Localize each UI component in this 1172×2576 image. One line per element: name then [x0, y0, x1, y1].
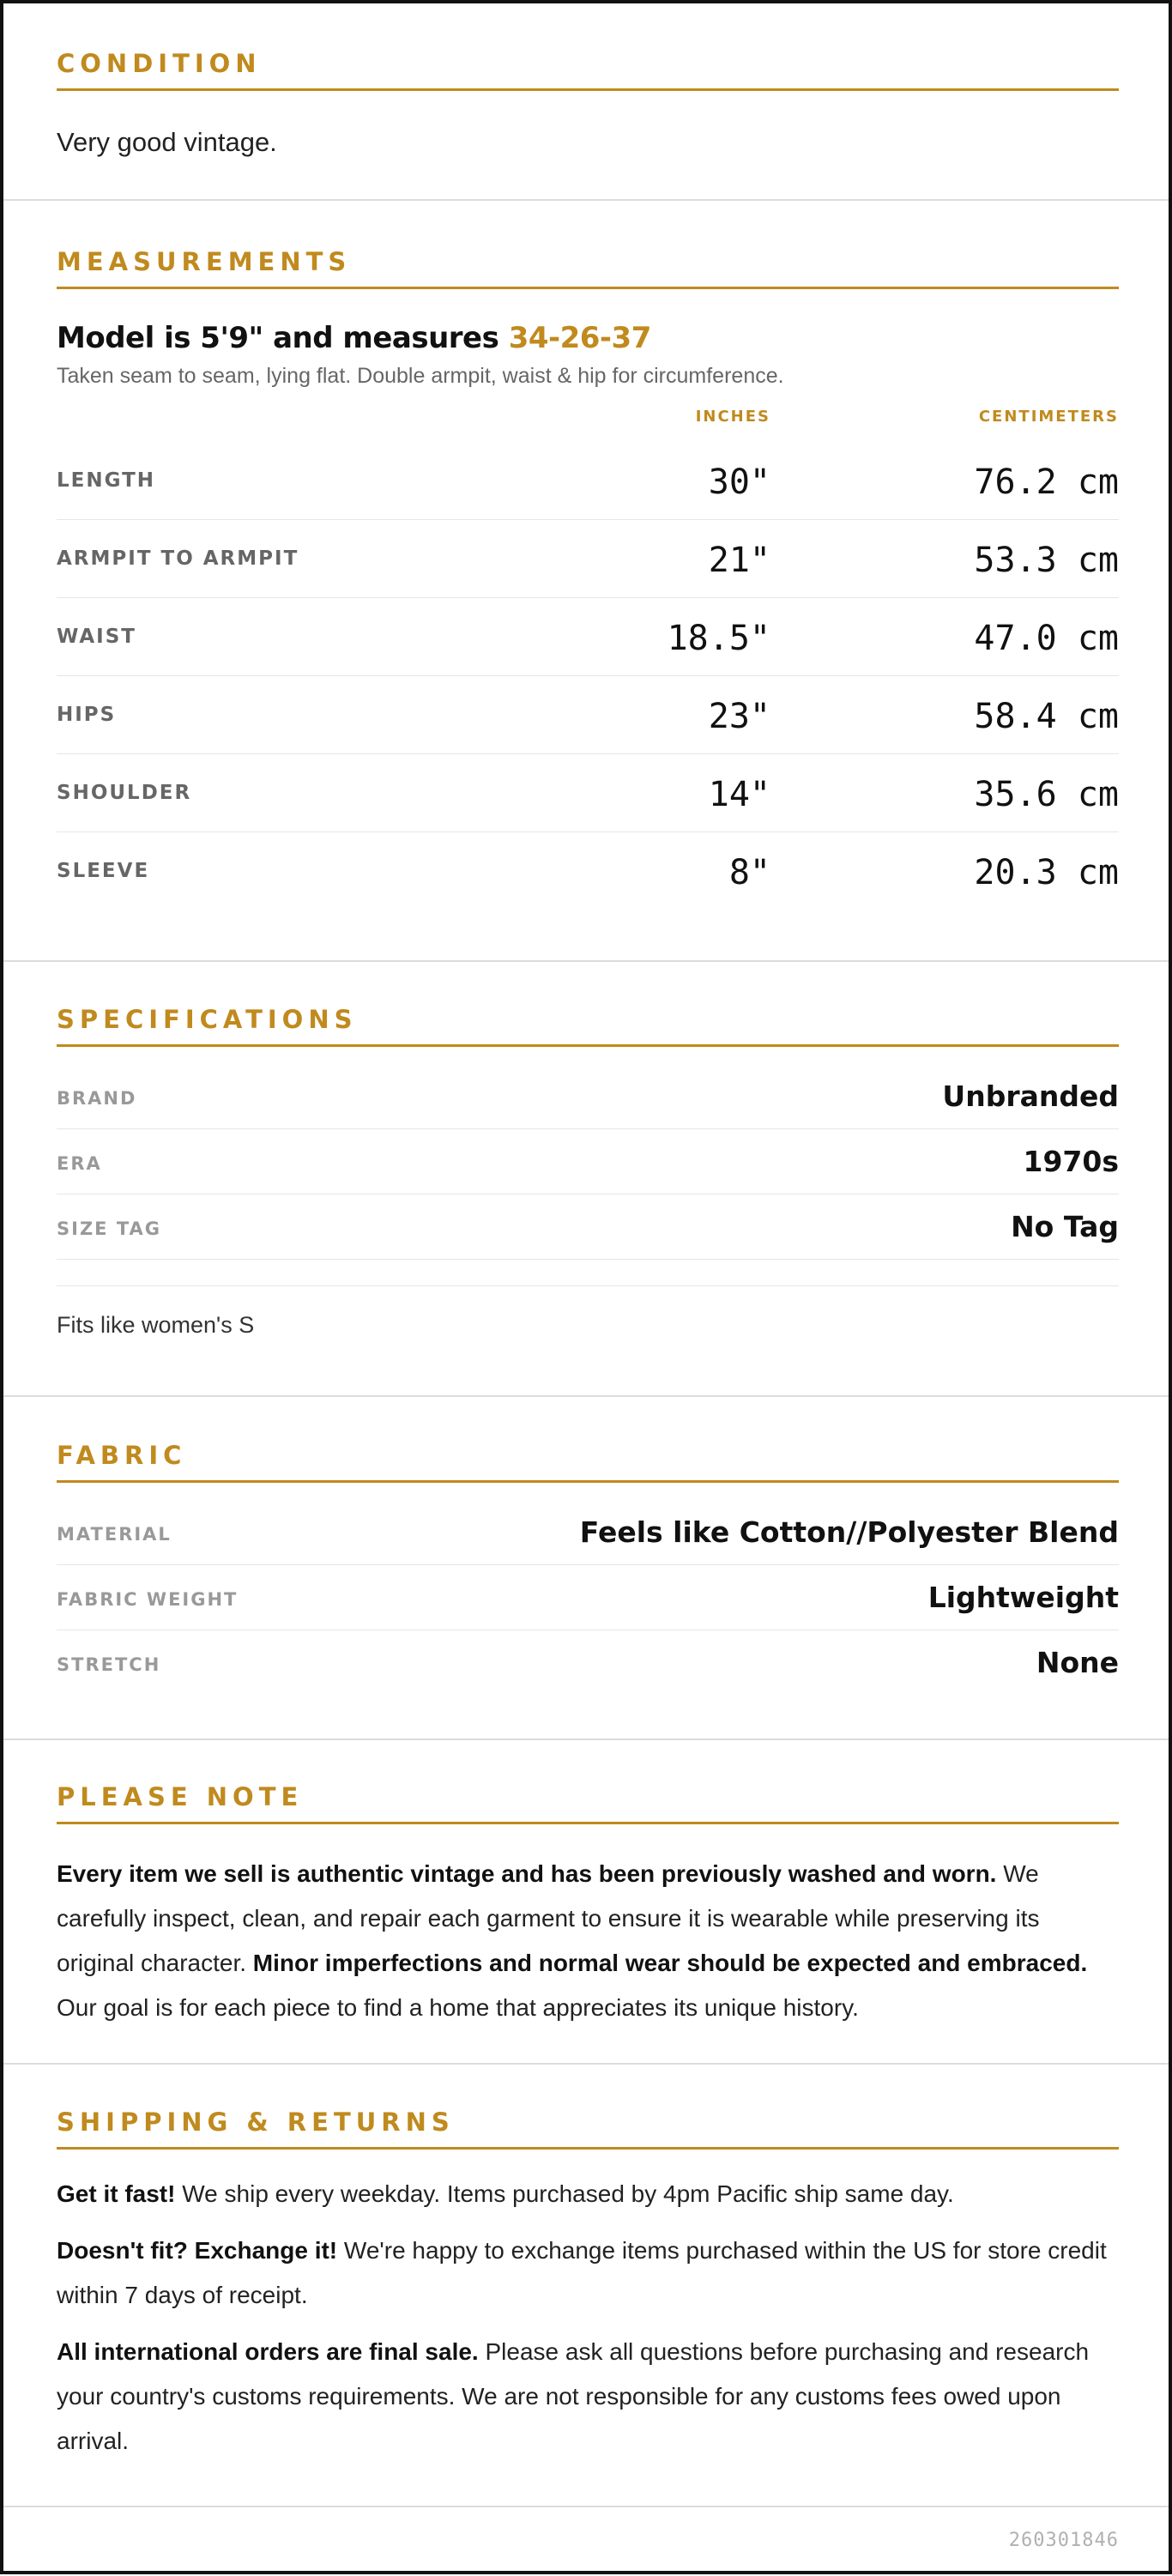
fabric-key: MATERIAL: [57, 1524, 172, 1545]
shipping-bold-1: Get it fast!: [57, 2180, 176, 2207]
spec-row-era: [57, 1129, 1119, 1194]
measurement-method-note: Taken seam to seam, lying flat. Double armpit, waist & hip for circumference.: [57, 364, 784, 388]
measurement-inches: 21": [708, 541, 770, 580]
measurement-inches: 30": [708, 463, 770, 502]
measurements-table: [57, 442, 1119, 910]
measurement-label: SHOULDER: [57, 782, 192, 804]
inches-column-header: INCHES: [695, 408, 770, 426]
fabric-value: Feels like Cotton//Polyester Blend: [579, 1515, 1119, 1549]
measurements-section: [3, 201, 1169, 962]
condition-text: Very good vintage.: [57, 127, 277, 157]
measurement-row-length: [57, 442, 1119, 520]
model-measures-line: [57, 321, 1119, 355]
model-prefix: Model is 5'9" and measures: [57, 321, 509, 355]
measurement-row-waist: [57, 598, 1119, 676]
shipping-bold-3: All international orders are final sale.: [57, 2338, 479, 2365]
please-note-text: [57, 1852, 1119, 2030]
specifications-list: [57, 1064, 1119, 1260]
shipping-section: [3, 2065, 1169, 2507]
measurement-cm: 76.2 cm: [974, 463, 1119, 502]
measurement-cm: 58.4 cm: [974, 697, 1119, 736]
measurement-cm: 20.3 cm: [974, 853, 1119, 892]
measurement-inches: 23": [708, 697, 770, 736]
condition-section: [3, 3, 1169, 201]
measurement-cm: 35.6 cm: [974, 775, 1119, 814]
note-text-2: Our goal is for each piece to find a home that appreciates its unique history.: [57, 1994, 859, 2021]
measurement-row-shoulder: [57, 754, 1119, 832]
measurement-label: SLEEVE: [57, 860, 150, 882]
spec-key: SIZE TAG: [57, 1218, 162, 1239]
fabric-key: STRETCH: [57, 1654, 161, 1675]
spec-row-size-tag: [57, 1194, 1119, 1260]
sku-number: 260301846: [1008, 2530, 1119, 2551]
measurement-label: HIPS: [57, 704, 117, 726]
spec-value: No Tag: [1011, 1210, 1119, 1243]
fabric-value: Lightweight: [927, 1581, 1119, 1614]
measurement-inches: 18.5": [667, 619, 770, 658]
fabric-value: None: [1036, 1646, 1119, 1679]
shipping-title: SHIPPING & RETURNS: [57, 2107, 1119, 2150]
measurement-inches: 14": [708, 775, 770, 814]
spec-key: ERA: [57, 1153, 102, 1174]
fit-note: Fits like women's S: [57, 1285, 1119, 1339]
fabric-row-stretch: [57, 1630, 1119, 1696]
measurement-units-header: [57, 408, 1119, 442]
fabric-key: FABRIC WEIGHT: [57, 1589, 239, 1610]
measurement-inches: 8": [728, 853, 770, 892]
shipping-text-1: We ship every weekday. Items purchased by 4pm Pacific ship same day.: [175, 2180, 954, 2207]
fabric-list: [57, 1500, 1119, 1696]
spec-key: BRAND: [57, 1088, 137, 1109]
fabric-title: FABRIC: [57, 1441, 1119, 1483]
shipping-para-fast: [57, 2172, 1119, 2216]
measurement-row-armpit: [57, 520, 1119, 598]
specifications-title: SPECIFICATIONS: [57, 1005, 1119, 1047]
please-note-title: PLEASE NOTE: [57, 1782, 1119, 1824]
condition-title: CONDITION: [57, 49, 1119, 91]
shipping-bold-2: Doesn't fit? Exchange it!: [57, 2237, 338, 2264]
fabric-row-weight: [57, 1565, 1119, 1630]
measurement-label: LENGTH: [57, 469, 156, 492]
fabric-section: [3, 1397, 1169, 1740]
shipping-para-international: [57, 2330, 1119, 2464]
measurement-row-sleeve: [57, 832, 1119, 910]
fabric-row-material: [57, 1500, 1119, 1565]
measurement-cm: 53.3 cm: [974, 541, 1119, 580]
please-note-section: [3, 1740, 1169, 2065]
note-bold-1: Every item we sell is authentic vintage and has been previously washed and worn.: [57, 1860, 997, 1887]
centimeters-column-header: CENTIMETERS: [978, 408, 1119, 426]
spec-value: Unbranded: [942, 1079, 1119, 1113]
specifications-section: [3, 962, 1169, 1397]
note-text-1: We carefully inspect, clean, and repair each garment to ensure it is wearable while preserving its original character.: [57, 1860, 1040, 1976]
shipping-para-exchange: [57, 2228, 1119, 2318]
spec-row-brand: [57, 1064, 1119, 1129]
measurement-label: WAIST: [57, 626, 136, 648]
footer: [3, 2507, 1169, 2576]
model-measures-value: 34-26-37: [508, 321, 651, 355]
measurement-cm: 47.0 cm: [974, 619, 1119, 658]
shipping-text-2: We're happy to exchange items purchased within the US for store credit within 7 days of receipt.: [57, 2237, 1107, 2308]
shipping-text-3: Please ask all questions before purchasing and research your country's customs requirements. We are not responsible for any customs fees owed upon arrival.: [57, 2338, 1090, 2454]
measurements-title: MEASUREMENTS: [57, 247, 1119, 289]
measurement-row-hips: [57, 676, 1119, 754]
spec-value: 1970s: [1023, 1145, 1119, 1178]
measurement-label: ARMPIT TO ARMPIT: [57, 547, 299, 570]
note-bold-2: Minor imperfections and normal wear should be expected and embraced.: [252, 1950, 1088, 1976]
